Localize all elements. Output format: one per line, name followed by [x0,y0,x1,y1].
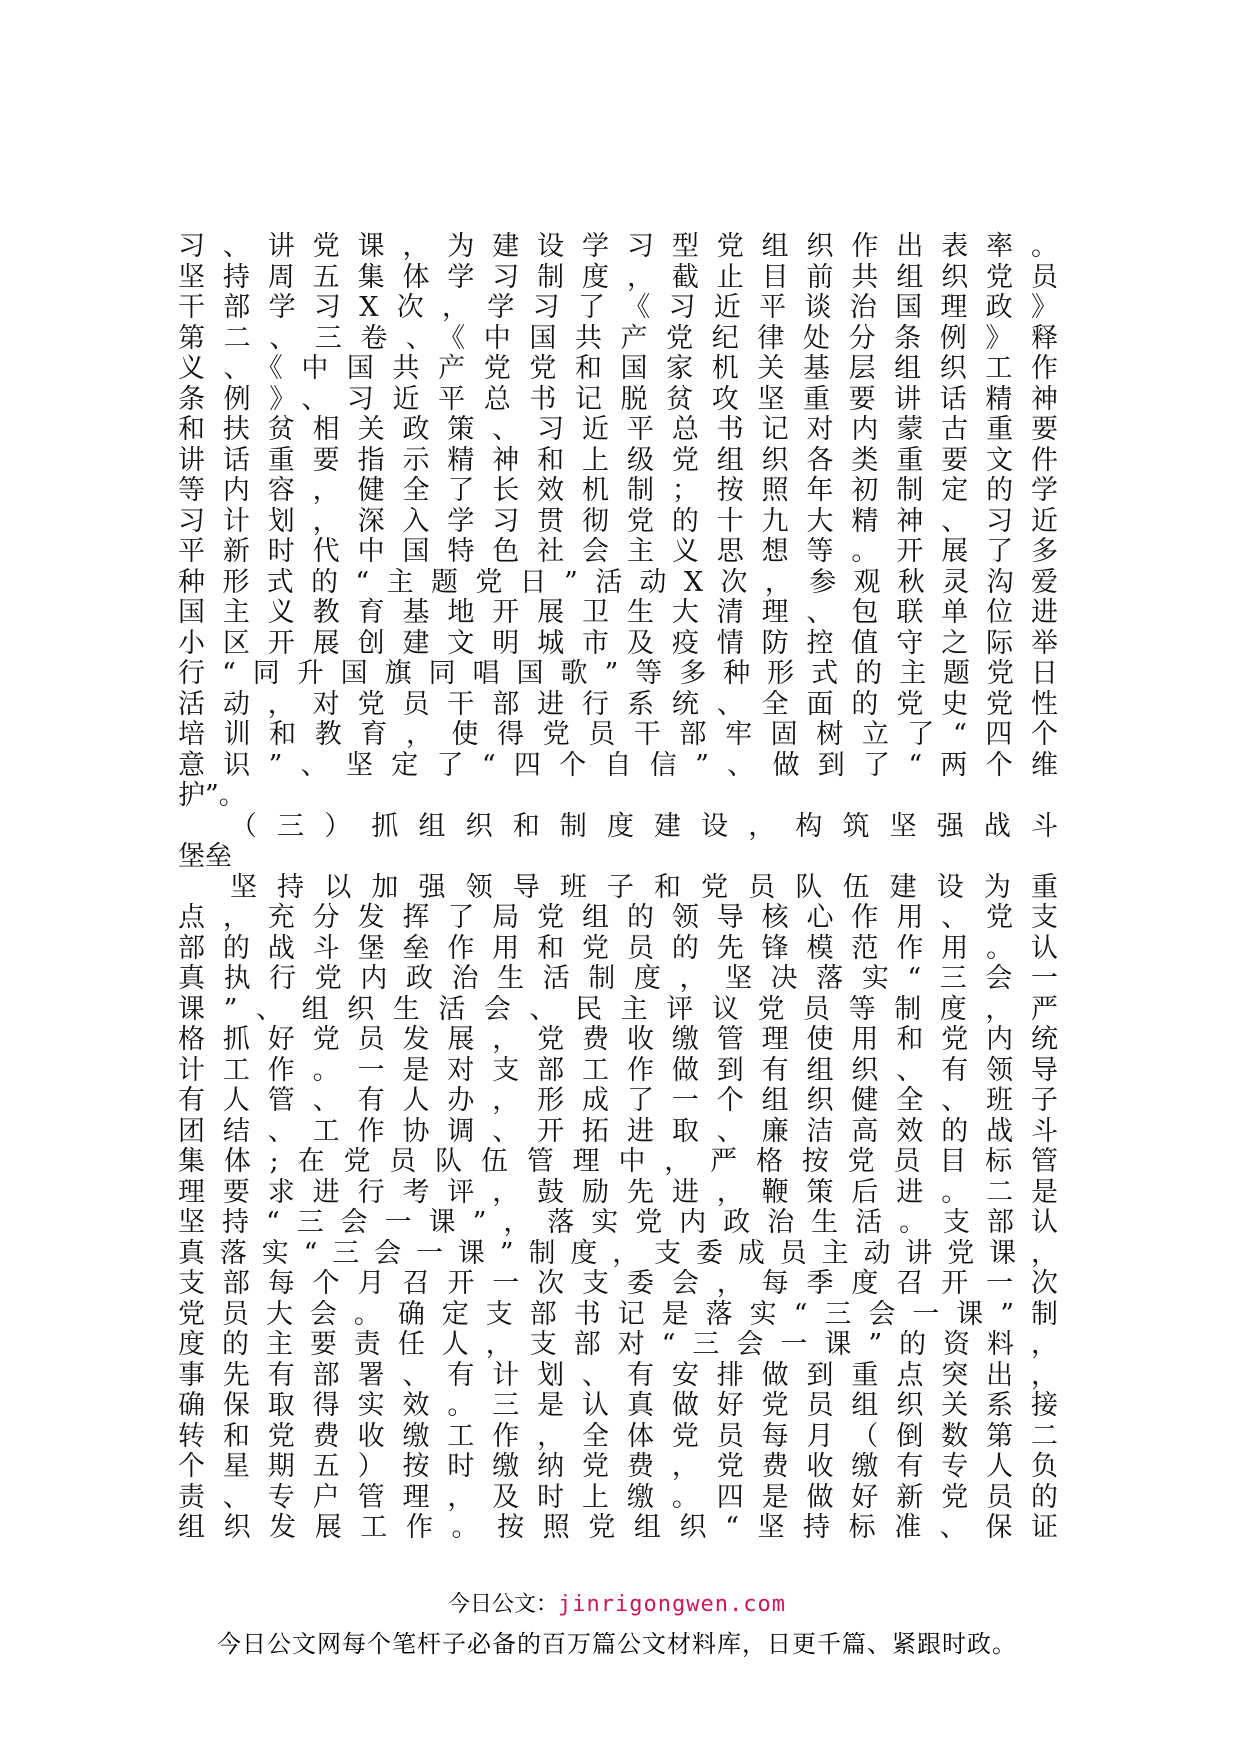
text-line: 部的战斗堡垒作用和党员的先锋模范作用。认 [178,932,1058,964]
document-body [178,232,1058,1544]
footer-site-line [0,1587,1234,1618]
text-line: 团结、工作协调、开拓进取、廉洁高效的战斗 [178,1115,1058,1147]
text-line: 行“同升国旗同唱国歌”等多种形式的主题党日 [178,658,1058,689]
text-line: 集体;在党员队伍管理中，严格按党员目标管 [178,1146,1058,1177]
text-line: 责、专户管理，及时上缴。四是做好新党员的 [178,1481,1058,1513]
text-line: 讲话重要指示精神和上级党组织各类重要文件 [178,444,1058,476]
section-heading-cont: 堡垒 [178,841,232,872]
text-line: 第二、三卷、《中国共产党纪律处分条例》释 [178,322,1058,354]
section-heading: （三）抓组织和制度建设，构筑坚强战斗 [230,810,1058,842]
text-line: 格抓好党员发展，党费收缴管理使用和党内统 [178,1024,1058,1055]
text-line: 计工作。一是对支部工作做到有组织、有领导 [178,1054,1058,1086]
text-line: 活动，对党员干部进行系统、全面的党史党性 [178,688,1058,720]
text-line: 真执行党内政治生活制度，坚决落实“三会一 [178,963,1058,994]
text-line: 事先有部署、有计划、有安排做到重点突出， [178,1359,1058,1391]
text-line: 确保取得实效。三是认真做好党员组织关系接 [178,1390,1058,1421]
text-line: 国主义教育基地开展卫生大清理、包联单位进 [178,597,1058,628]
text-line: 习计划，深入学习贯彻党的十九大精神、习近 [178,505,1058,537]
text-line: 真落实“三会一课”制度，支委成员主动讲党课， [178,1237,1058,1269]
footer-site-link[interactable]: jinrigongwen.com [558,1592,786,1617]
text-line: 培训和教育，使得党员干部牢固树立了“四个 [178,719,1058,750]
text-line: 党员大会。确定支部书记是落实“三会一课”制 [178,1298,1058,1330]
paragraph-start: 坚持以加强领导班子和党员队伍建设为重 [230,871,1058,903]
text-line: 习、讲党课，为建设学习型党组织作出表率。 [178,231,1058,262]
text-line: 有人管、有人办，形成了一个组织健全、班子 [178,1085,1058,1116]
text-line: 小区开展创建文明城市及疫情防控值守之际举 [178,627,1058,659]
footer-site-label: 今日公文： [448,1592,559,1617]
text-line: 坚持周五集体学习制度，截止目前共组织党员 [178,261,1058,293]
text-line: 干部学习X次，学习了《习近平谈治国理政》 [178,292,1058,323]
text-line: 点，充分发挥了局党组的领导核心作用、党支 [178,902,1058,933]
text-line: 课”、组织生活会、民主评议党员等制度，严 [178,993,1058,1025]
text-line: 种形式的“主题党日”活动X次，参观秋灵沟爱 [178,566,1058,598]
text-line: 条例》、习近平总书记脱贫攻坚重要讲话精神 [178,383,1058,415]
text-line: 理要求进行考评，鼓励先进，鞭策后进。二是 [178,1176,1058,1208]
text-line: 护”。 [178,780,246,811]
text-line: 和扶贫相关政策、习近平总书记对内蒙古重要 [178,414,1058,445]
text-line: 意识”、坚定了“四个自信”、做到了“两个维 [178,749,1058,781]
text-line: 组织发展工作。按照党组织“坚持标准、保证 [178,1512,1058,1543]
text-line: 等内容，健全了长效机制；按照年初制定的学 [178,475,1058,506]
text-line: 支部每个月召开一次支委会，每季度召开一次 [178,1268,1058,1299]
text-line: 度的主要责任人，支部对“三会一课”的资料， [178,1329,1058,1360]
footer-slogan: 今日公文网每个笔杆子必备的百万篇公文材料库，日更千篇、紧跟时政。 [217,1630,1017,1658]
text-line: 坚持“三会一课”，落实党内政治生活。支部认 [178,1207,1058,1238]
text-line: 平新时代中国特色社会主义思想等。开展了多 [178,536,1058,567]
text-line: 转和党费收缴工作，全体党员每月（倒数第二 [178,1420,1058,1452]
text-line: 个星期五）按时缴纳党费，党费收缴有专人负 [178,1451,1058,1482]
text-line: 义、《中国共产党党和国家机关基层组织工作 [178,353,1058,384]
